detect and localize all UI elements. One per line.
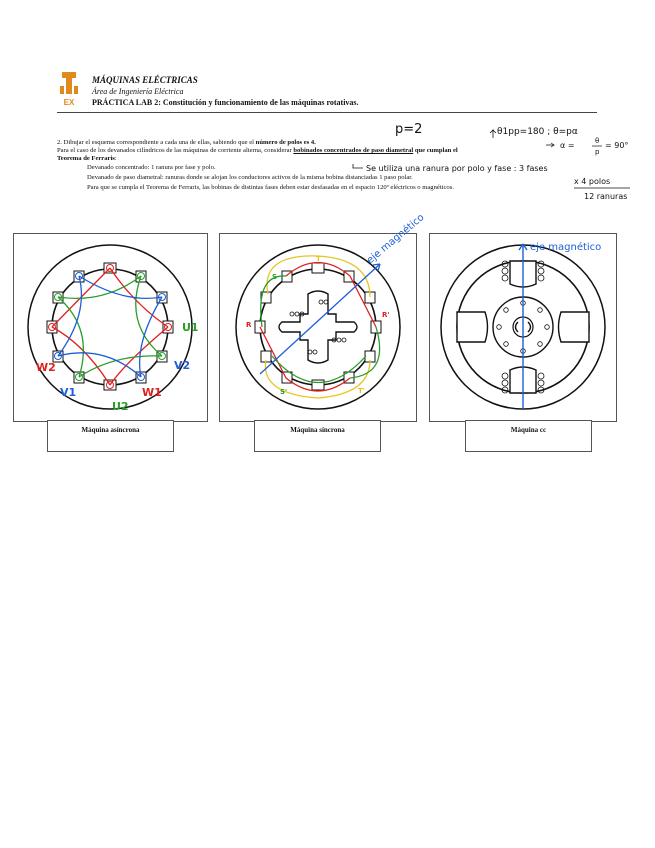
figure-asincrona (13, 233, 208, 422)
caption-sincrona: Máquina síncrona (254, 420, 381, 452)
svg-text:EX: EX (63, 98, 75, 107)
label-v2: V2 (174, 359, 191, 372)
bullet-paso-diametral: Devanado de paso diametral: ranuras donde se alojan los conductores activos de la misma bobina distanciadas 1 paso polar. (87, 174, 413, 181)
label-s-prime: S' (280, 388, 288, 396)
header-divider (57, 112, 597, 113)
hw-alpha-pre: α = (560, 141, 575, 150)
label-s: S (272, 273, 278, 281)
label-r: R (246, 321, 252, 329)
hw-poles-pairs: p=2 (395, 122, 423, 137)
label-t: T (316, 255, 321, 263)
hw-poles: x 4 polos (574, 177, 611, 186)
eje-magnetico-label-1: eje magnético (364, 212, 427, 267)
area-subtitle: Área de Ingeniería Eléctrica (92, 87, 184, 96)
label-w2: W2 (36, 361, 56, 374)
bullet-ferraris: Para que se cumpla el Teorema de Ferraris, las bobinas de distintas fases deben estar desfasadas en el espacio 120º eléctricos o magnéticos. (87, 184, 454, 191)
hw-note: Se utiliza una ranura por polo y fase : 3 fases (366, 164, 548, 173)
hw-alpha-num: θ (595, 137, 600, 145)
bullet-concentrado: Devanado concentrado: 1 ranura por fase y polo. (87, 164, 216, 171)
paragraph-line-2: Teorema de Ferraris: (57, 155, 117, 162)
question-line: 2. Dibujar el esquema correspondiente a cada una de ellas, sabiendo que el número de polos es 4. (57, 139, 316, 146)
practice-title: PRÁCTICA LAB 2: Constitución y funcionamiento de las máquinas rotativas. (92, 98, 359, 107)
hw-slots: 12 ranuras (584, 192, 628, 201)
label-t-prime: T' (358, 387, 365, 395)
figure-cc (429, 233, 617, 422)
paragraph-line-1: Para el caso de los devanados cilíndricos de las máquinas de corriente alterna, considerar bobinados concentrados de paso diametral que cumplan el (57, 147, 458, 154)
label-u2: U2 (112, 400, 129, 413)
label-w1: W1 (142, 386, 162, 399)
label-r-prime: R' (382, 311, 390, 319)
caption-cc: Máquina cc (465, 420, 592, 452)
figure-sincrona (219, 212, 427, 422)
caption-asincrona: Máquina asíncrona (47, 420, 174, 452)
hw-alpha-den: p (595, 148, 600, 156)
label-v1: V1 (60, 386, 77, 399)
document-header (92, 75, 359, 108)
hw-theta: θ1pp=180 ; θ=pα (497, 127, 578, 137)
eje-magnetico-label-2: eje magnético (530, 242, 602, 253)
label-u1: U1 (182, 321, 199, 334)
university-logo (60, 72, 78, 108)
hw-alpha-post: = 90° (605, 141, 629, 150)
course-title: MÁQUINAS ELÉCTRICAS (92, 75, 198, 85)
